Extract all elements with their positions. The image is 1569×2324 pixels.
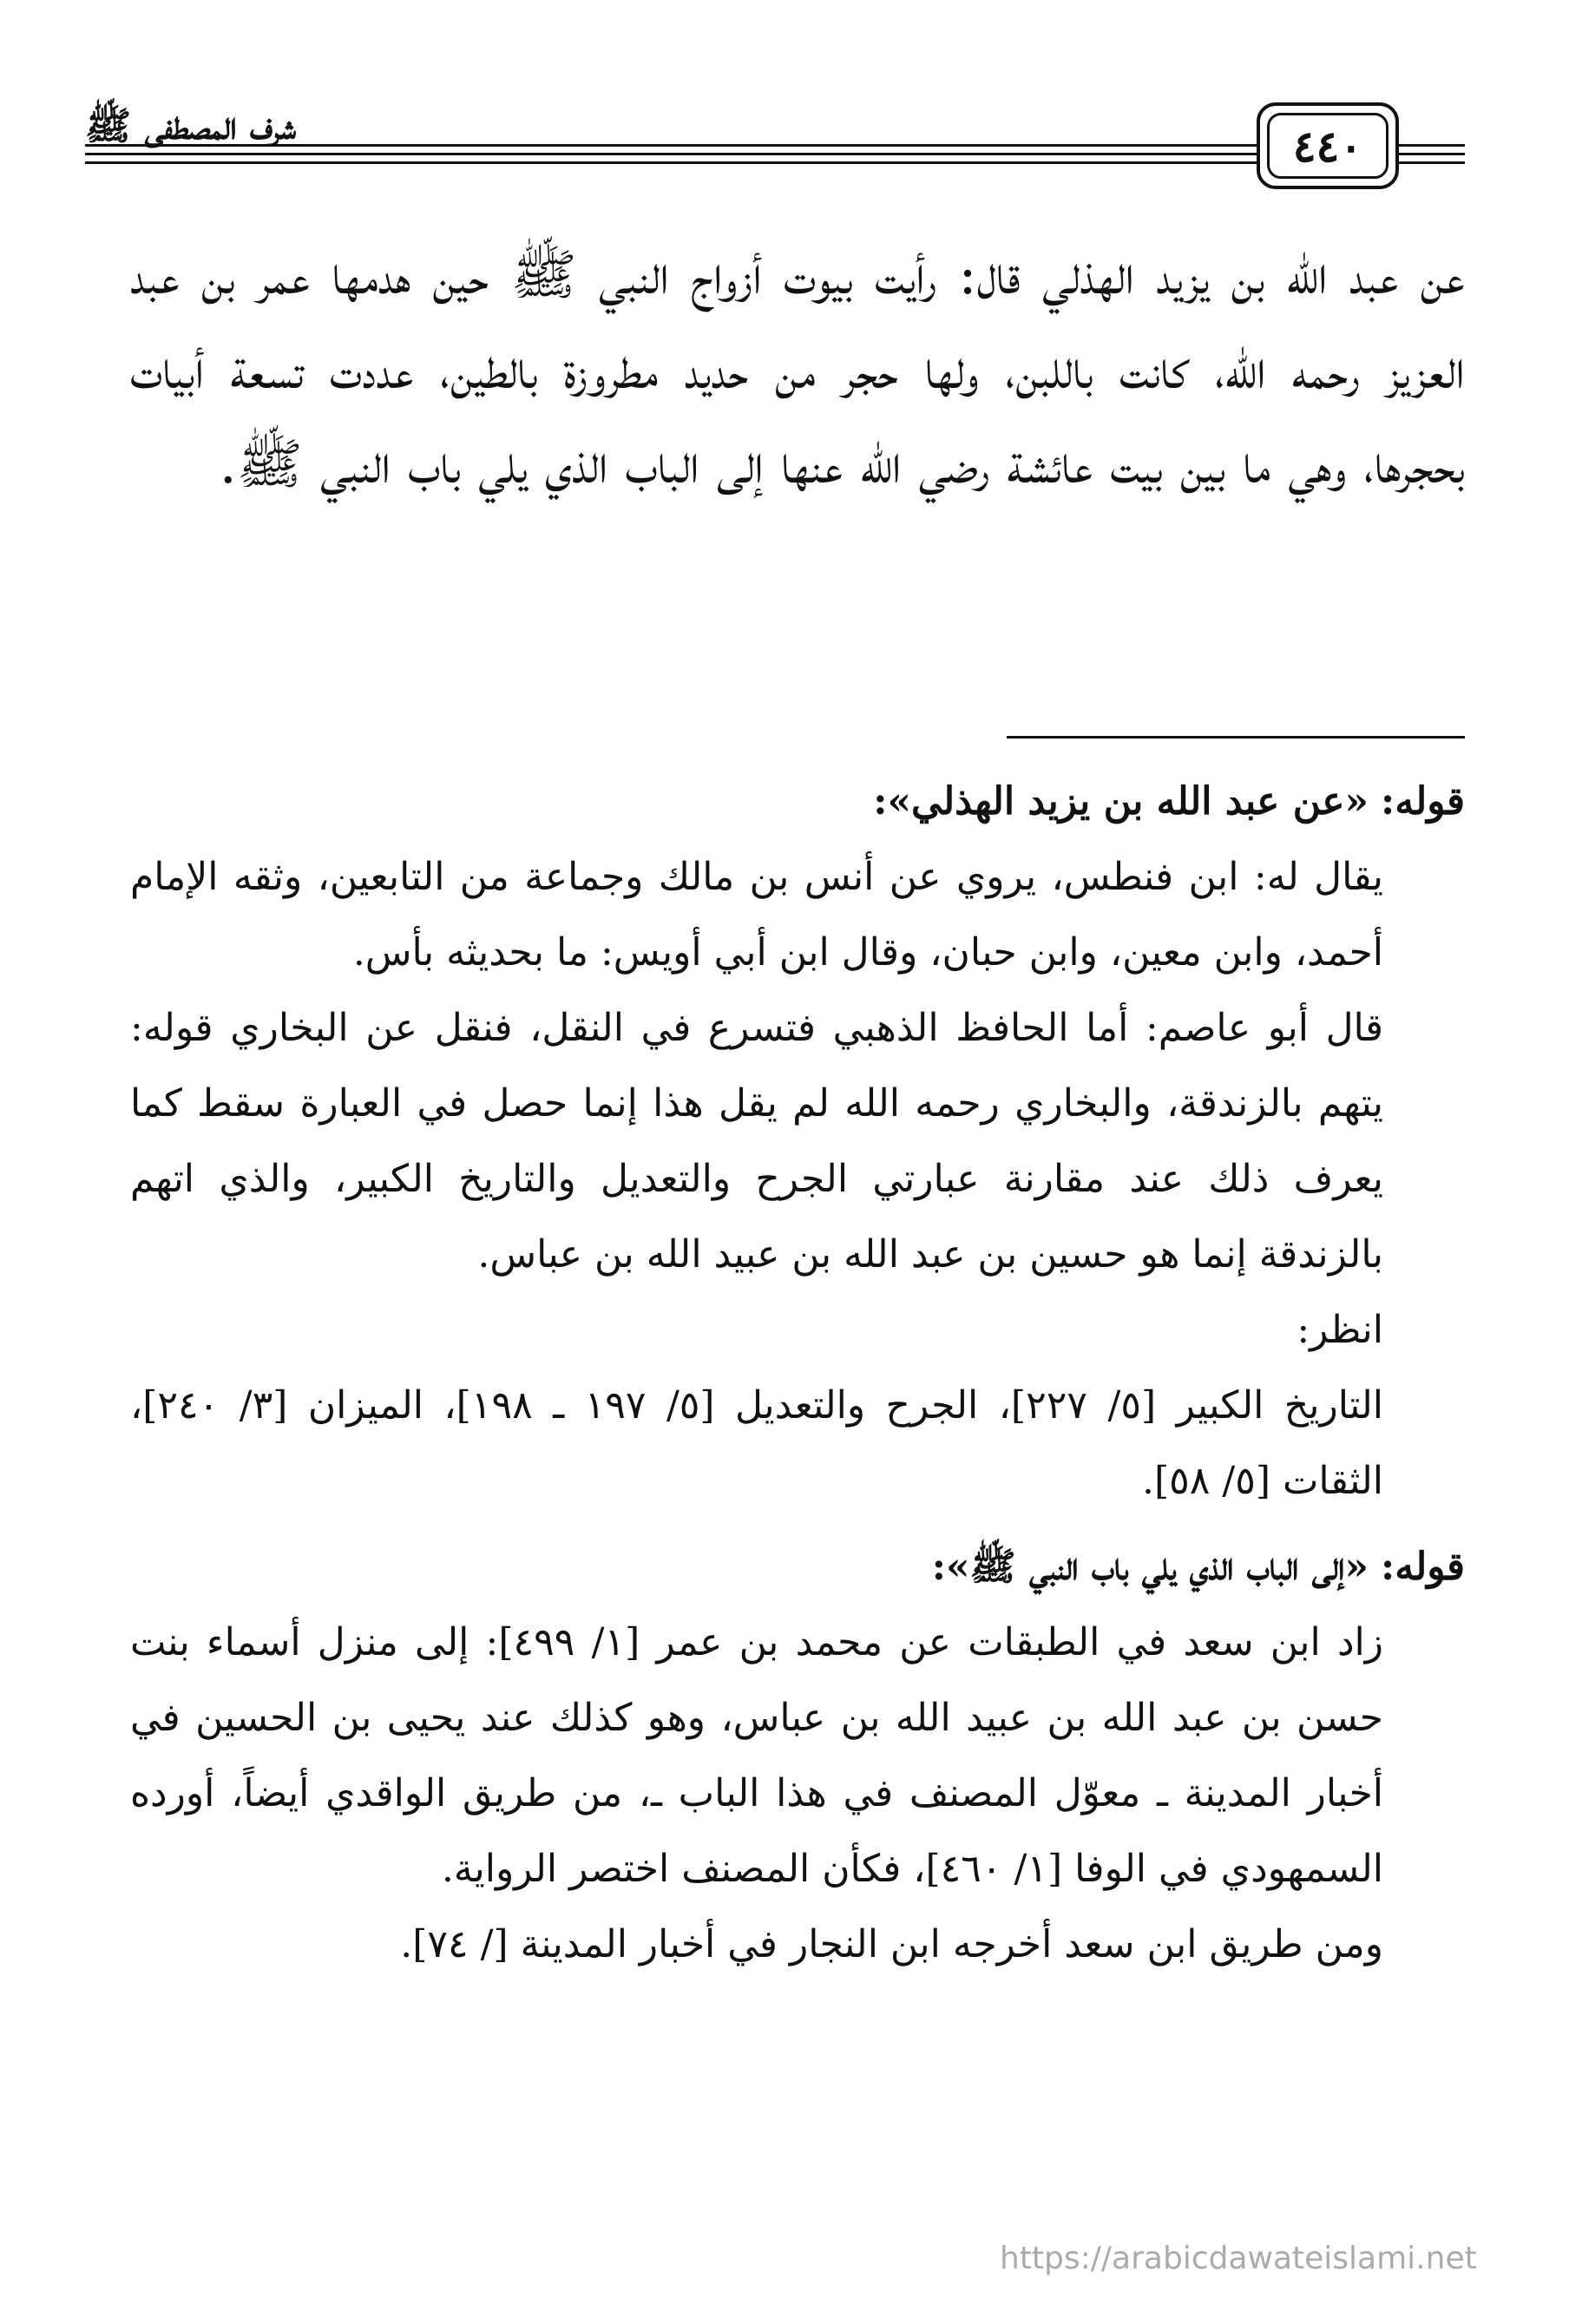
- header-rule: [1399, 153, 1465, 155]
- note-paragraph: قال أبو عاصم: أما الحافظ الذهبي فتسرع في النقل، فنقل عن البخاري قوله: يتهم بالزندقة، والبخاري رحمه الله لم يقل هذا إنما حصل في العبارة سقط كما يعرف ذلك عند مقارنة عبارتي الجرح والتعديل والتاريخ الكبير، والذي اتهم بالزندقة إنما هو حسين بن عبد الله بن عبيد الله بن عباس.: [130, 1006, 1383, 1277]
- header-rule: [85, 153, 1258, 155]
- header-rule: [1399, 144, 1465, 147]
- note-heading: [130, 1529, 1465, 1605]
- page-number: ٤٤٠: [1292, 120, 1363, 172]
- note-body: [130, 839, 1383, 1519]
- note-paragraph: زاد ابن سعد في الطبقات عن محمد بن عمر [١/ ٤٩٩]: إلى منزل أسماء بنت حسن بن عبد الله بن عبيد الله بن عباس، وهو كذلك عند يحيى بن الحسين في أخبار المدينة ـ معوّل المصنف في هذا الباب ـ، من طريق الواقدي أيضاً، أورده السمهودي في الوفا [١/ ٤٦٠]، فكأن المصنف اختصر الرواية.: [130, 1620, 1384, 1891]
- note-paragraph: انظر:: [1297, 1308, 1383, 1352]
- running-title: شرف المصطفى ﷺ: [85, 104, 297, 148]
- main-paragraph: عن عبد الله بن يزيد الهذلي قال: رأيت بيوت أزواج النبي ﷺ حين هدمها عمر بن عبد العزيز رحمه الله، كانت باللبن، ولها حجر من حديد مطروزة بالطين، عددت تسعة أبيات بحجرها، وهي ما بين بيت عائشة رضي الله عنها إلى الباب الذي يلي باب النبي ﷺ.: [130, 243, 1465, 496]
- main-text: [130, 227, 1465, 511]
- note-body: [130, 1605, 1383, 1982]
- page-number-inner-frame: [1267, 113, 1388, 179]
- note-paragraph: يقال له: ابن فنطس، يروي عن أنس بن مالك وجماعة من التابعين، وثقه الإمام أحمد، وابن معين، وابن حبان، وقال ابن أبي أويس: ما بحديثه بأس.: [130, 855, 1383, 975]
- commentary-notes: [130, 764, 1465, 1992]
- note: [130, 1529, 1465, 1982]
- header-rule: [85, 161, 1258, 164]
- note-quote: «إلى الباب الذي يلي باب النبي ﷺ»:: [931, 1545, 1369, 1589]
- page-number-frame: [1257, 102, 1399, 189]
- watermark-url: https://arabicdawateislami.net: [1000, 2241, 1477, 2276]
- note-label: قوله:: [1380, 1545, 1465, 1589]
- note-label: قوله:: [1380, 779, 1465, 824]
- note-paragraph: التاريخ الكبير [٥/ ٢٢٧]، الجرح والتعديل [٥/ ١٩٧ ـ ١٩٨]، الميزان [٣/ ٢٤٠]، الثقات [٥/ ٥٨].: [130, 1383, 1384, 1503]
- note: [130, 764, 1465, 1519]
- note-heading: [130, 764, 1465, 839]
- note-paragraph: ومن طريق ابن سعد أخرجه ابن النجار في أخبار المدينة [/ ٧٤].: [400, 1922, 1383, 1966]
- footnote-separator: [1007, 736, 1465, 739]
- note-quote: «عن عبد الله بن يزيد الهذلي»:: [873, 779, 1369, 824]
- header-rule: [1399, 161, 1465, 164]
- header-rule: [85, 144, 1258, 147]
